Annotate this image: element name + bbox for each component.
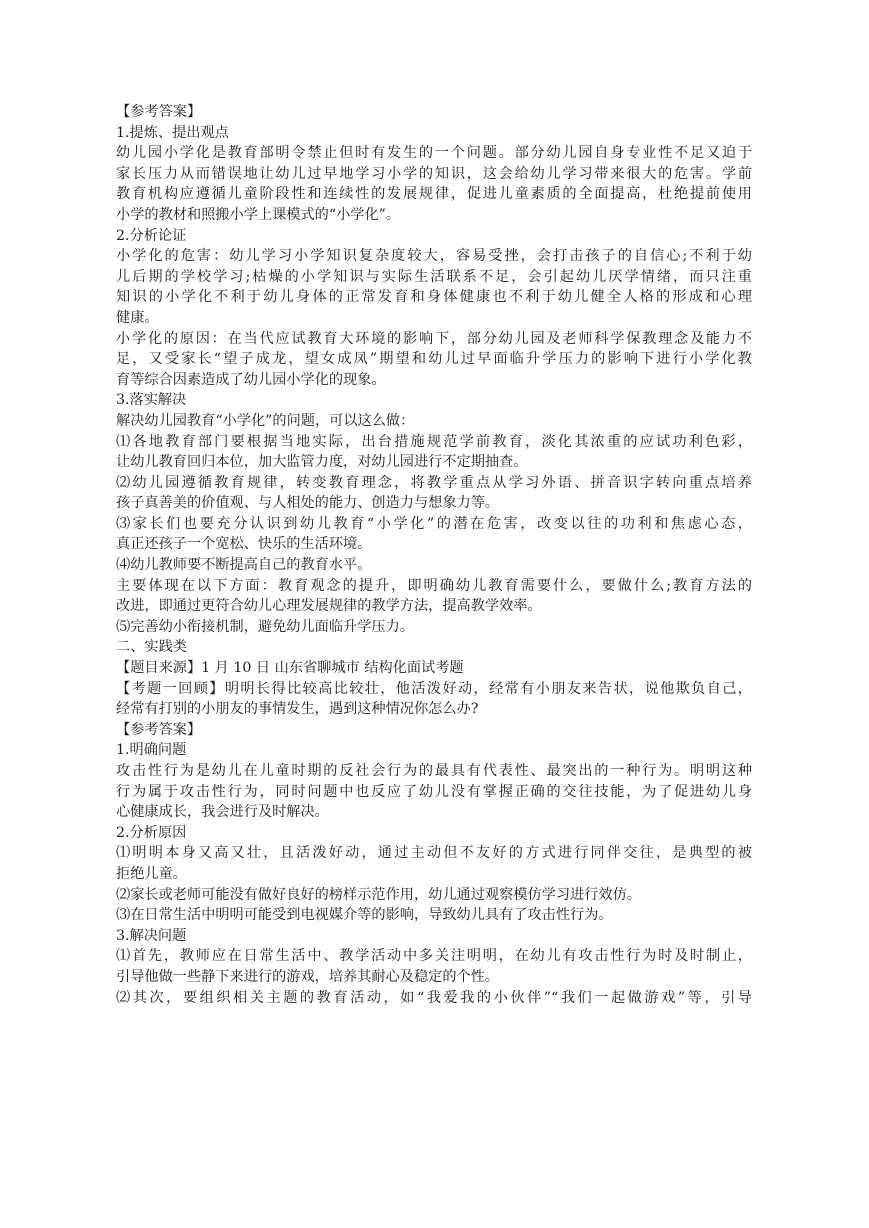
text-line: 儿后期的学校学习;枯燥的小学知识与实际生活联系不足，会引起幼儿厌学情绪，而只注重 <box>116 268 752 285</box>
document-page <box>116 102 752 1008</box>
text-line: 2.分析论证 <box>116 227 187 244</box>
text-line: 小学化的原因：在当代应试教育大环境的影响下，部分幼儿园及老师科学保教理念及能力不 <box>116 330 752 347</box>
text-line: ⑶家长们也要充分认识到幼儿教育“小学化”的潜在危害，改变以往的功利和焦虑心态， <box>116 515 752 532</box>
text-line: 3.解决问题 <box>116 927 187 944</box>
text-line: 育等综合因素造成了幼儿园小学化的现象。 <box>116 371 386 388</box>
text-line: ⑷幼儿教师要不断提高自己的教育水平。 <box>116 557 372 574</box>
text-line: 孩子真善美的价值观、与人相处的能力、创造力与想象力等。 <box>116 495 500 512</box>
text-line: 改进，即通过更符合幼儿心理发展规律的教学方法，提高教学效率。 <box>116 598 542 615</box>
text-line: 小学化的危害：幼儿学习小学知识复杂度较大，容易受挫，会打击孩子的自信心;不利于幼 <box>116 248 752 265</box>
text-line: 行为属于攻击性行为，同时问题中也反应了幼儿没有掌握正确的交往技能，为了促进幼儿身 <box>116 783 752 800</box>
text-line: 3.落实解决 <box>116 392 187 409</box>
text-line: 心健康成长，我会进行及时解决。 <box>116 804 329 821</box>
text-line: 二、实践类 <box>116 639 187 656</box>
text-line: 幼儿园小学化是教育部明令禁止但时有发生的一个问题。部分幼儿园自身专业性不足又迫于 <box>116 145 752 162</box>
text-line: 足，又受家长“望子成龙，望女成凤”期望和幼儿过早面临升学压力的影响下进行小学化教 <box>116 351 752 368</box>
text-line: ⑴首先，教师应在日常生活中、教学活动中多关注明明，在幼儿有攻击性行为时及时制止， <box>116 948 752 965</box>
text-line: 1.明确问题 <box>116 742 187 759</box>
text-line: 主要体现在以下方面：教育观念的提升，即明确幼儿教育需要什么，要做什么;教育方法的 <box>116 577 752 594</box>
text-line: ⑴明明本身又高又壮，且活泼好动，通过主动但不友好的方式进行同伴交往，是典型的被 <box>116 845 752 862</box>
text-line: 【题目来源】1 月 10 日 山东省聊城市 结构化面试考题 <box>116 660 464 677</box>
text-line: 教育机构应遵循儿童阶段性和连续性的发展规律，促进儿童素质的全面提高，杜绝提前使用 <box>116 186 752 203</box>
text-line: ⑶在日常生活中明明可能受到电视媒介等的影响，导致幼儿具有了攻击性行为。 <box>116 907 613 924</box>
text-line: 知识的小学化不利于幼儿身体的正常发育和身体健康也不利于幼儿健全人格的形成和心理 <box>116 289 752 306</box>
text-line: 真正还孩子一个宽松、快乐的生活环境。 <box>116 536 372 553</box>
text-line: ⑵家长或老师可能没有做好良好的榜样示范作用，幼儿通过观察模仿学习进行效仿。 <box>116 886 641 903</box>
text-line: 引导他做一些静下来进行的游戏，培养其耐心及稳定的个性。 <box>116 968 500 985</box>
text-line: 【考题一回顾】明明长得比较高比较壮，他活泼好动，经常有小朋友来告状，说他欺负自己， <box>116 680 752 697</box>
text-line: 健康。 <box>116 309 159 326</box>
text-line: 解决幼儿园教育“小学化”的问题，可以这么做： <box>116 412 415 429</box>
text-line: 让幼儿教育回归本位，加大监管力度，对幼儿园进行不定期抽查。 <box>116 454 528 471</box>
text-line: ⑵其次，要组织相关主题的教育活动，如“我爱我的小伙伴”“我们一起做游戏”等，引导 <box>116 989 752 1006</box>
text-line: ⑵幼儿园遵循教育规律，转变教育理念，将教学重点从学习外语、拼音识字转向重点培养 <box>116 474 752 491</box>
text-line: 【参考答案】 <box>116 104 202 120</box>
text-line: 经常有打别的小朋友的事情发生，遇到这种情况你怎么办? <box>116 701 479 718</box>
text-line: 攻击性行为是幼儿在儿童时期的反社会行为的最具有代表性、最突出的一种行为。明明这种 <box>116 763 752 779</box>
text-line: 拒绝儿童。 <box>116 865 187 882</box>
text-line: 2.分析原因 <box>116 824 187 841</box>
text-line: 1.提炼、提出观点 <box>116 124 229 141</box>
text-line: ⑸完善幼小衔接机制，避免幼儿面临升学压力。 <box>116 618 414 635</box>
text-line: 【参考答案】 <box>116 721 202 738</box>
text-line: ⑴各地教育部门要根据当地实际，出台措施规范学前教育，淡化其浓重的应试功利色彩， <box>116 433 752 450</box>
text-line: 小学的教材和照搬小学上课模式的“小学化”。 <box>116 206 401 223</box>
text-line: 家长压力从而错误地让幼儿过早地学习小学的知识，这会给幼儿学习带来很大的危害。学前 <box>116 165 752 182</box>
